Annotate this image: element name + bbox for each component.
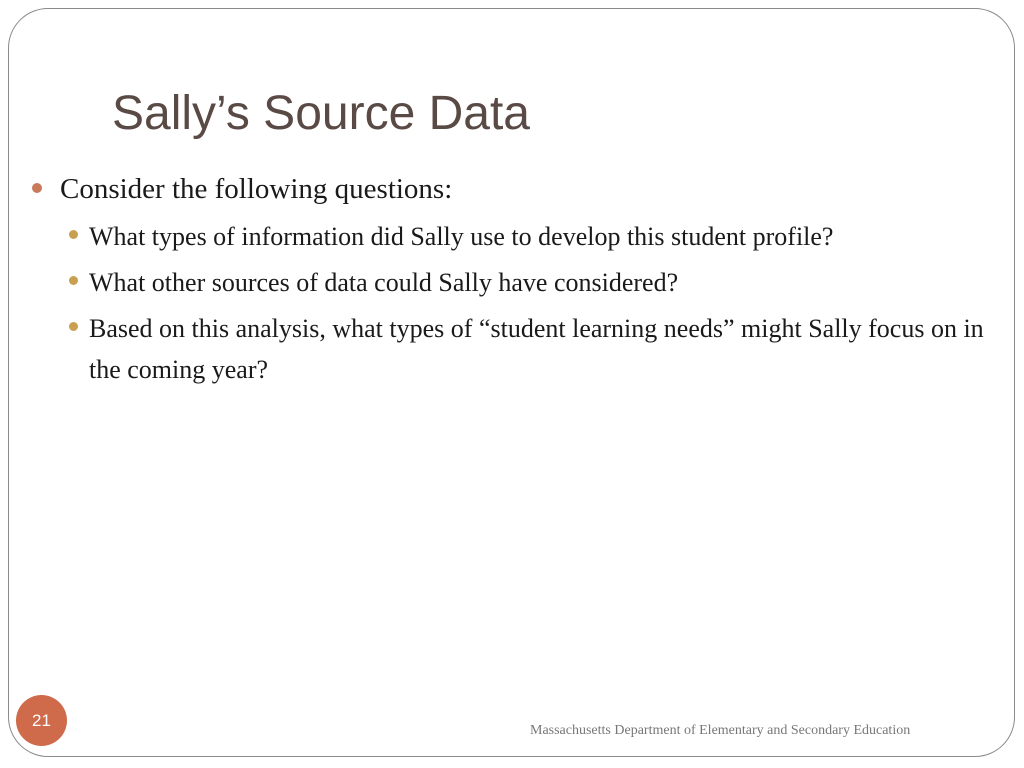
sub-bullet-text: What other sources of data could Sally have considered? xyxy=(89,268,679,297)
sub-bullet-text: What types of information did Sally use to develop this student profile? xyxy=(89,222,834,251)
bullet-main xyxy=(30,170,990,208)
sub-bullet-dot-icon xyxy=(69,230,78,239)
sub-bullet-list xyxy=(89,216,990,390)
sub-bullet-dot-icon xyxy=(69,276,78,285)
slide-number-badge: 21 xyxy=(16,695,67,746)
sub-bullet-1 xyxy=(89,216,990,257)
sub-bullet-text: Based on this analysis, what types of “student learning needs” might Sally focus on in the coming year? xyxy=(89,314,984,384)
sub-bullet-dot-icon xyxy=(69,322,78,331)
slide-content xyxy=(30,170,990,395)
sub-bullet-3 xyxy=(89,308,990,390)
bullet-main-text: Consider the following questions: xyxy=(60,173,453,205)
footer-text: Massachusetts Department of Elementary and Secondary Education xyxy=(530,723,911,738)
slide-title: Sally’s Source Data xyxy=(112,87,530,140)
sub-bullet-2 xyxy=(89,262,990,303)
bullet-dot-icon xyxy=(32,183,42,193)
